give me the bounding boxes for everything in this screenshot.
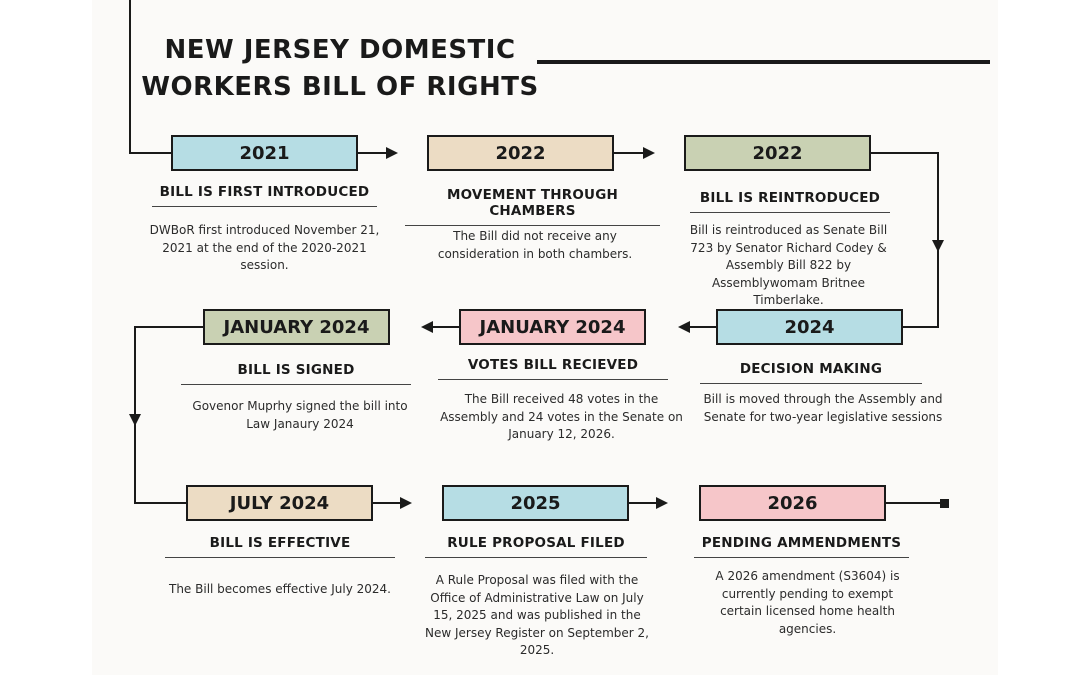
page-title-line-1: NEW JERSEY DOMESTIC — [164, 35, 516, 65]
arrow-left-icon — [421, 321, 433, 333]
end-square-icon — [940, 499, 949, 508]
step-3-description: Bill is reintroduced as Senate Bill 723 by Senator Richard Codey & Assembly Bill 822 by Assemblywomam Britnee Timberlake. — [689, 223, 888, 307]
arrow-left-icon — [678, 321, 690, 333]
step-8-description: A Rule Proposal was filed with the Office of Administrative Law on July 15, 2025 and was published in the New Jersey Register on September 2, 2025. — [425, 573, 649, 657]
arrow-right-icon — [400, 497, 412, 509]
step-1-heading: BILL IS FIRST INTRODUCED — [152, 184, 377, 207]
step-2-description: The Bill did not receive any consideration in both chambers. — [437, 229, 633, 261]
step-6-year-box: JANUARY 2024 — [203, 309, 390, 345]
step-1-description: DWBoR first introduced November 21, 2021 at the end of the 2020-2021 session. — [149, 223, 380, 272]
arrow-right-icon — [386, 147, 398, 159]
step-5-year-box: JANUARY 2024 — [459, 309, 646, 345]
step-7-description: The Bill becomes effective July 2024. — [169, 582, 391, 596]
step-8-year-box: 2025 — [442, 485, 629, 521]
step-3-year-box: 2022 — [684, 135, 871, 171]
step-5-heading: VOTES BILL RECIEVED — [438, 357, 668, 380]
step-8-heading: RULE PROPOSAL FILED — [425, 535, 647, 558]
arrow-right-icon — [656, 497, 668, 509]
step-7-heading: BILL IS EFFECTIVE — [165, 535, 395, 558]
step-6-description: Govenor Muprhy signed the bill into Law Janaury 2024 — [192, 399, 408, 431]
step-4-description: Bill is moved through the Assembly and Senate for two-year legislative sessions — [703, 392, 943, 424]
step-2-year-box: 2022 — [427, 135, 614, 171]
arrow-right-icon — [643, 147, 655, 159]
step-3-heading: BILL IS REINTRODUCED — [690, 190, 890, 213]
arrow-down-icon — [129, 414, 141, 426]
step-4-year-box: 2024 — [716, 309, 903, 345]
arrow-down-icon — [932, 240, 944, 252]
step-9-year-box: 2026 — [699, 485, 886, 521]
step-6-heading: BILL IS SIGNED — [181, 362, 411, 385]
connector-3-4b — [902, 248, 938, 327]
page-title-line-2: WORKERS BILL OF RIGHTS — [141, 72, 539, 102]
step-9-heading: PENDING AMMENDMENTS — [694, 535, 909, 558]
step-5-description: The Bill received 48 votes in the Assembly and 24 votes in the Senate on January 12, 2026. — [440, 392, 683, 441]
connector-6-7b — [135, 420, 186, 503]
step-9-description: A 2026 amendment (S3604) is currently pending to exempt certain licensed home health agencies. — [715, 569, 900, 636]
step-7-year-box: JULY 2024 — [186, 485, 373, 521]
step-4-heading: DECISION MAKING — [700, 361, 922, 384]
step-1-year-box: 2021 — [171, 135, 358, 171]
step-2-heading: MOVEMENT THROUGH CHAMBERS — [405, 187, 660, 226]
